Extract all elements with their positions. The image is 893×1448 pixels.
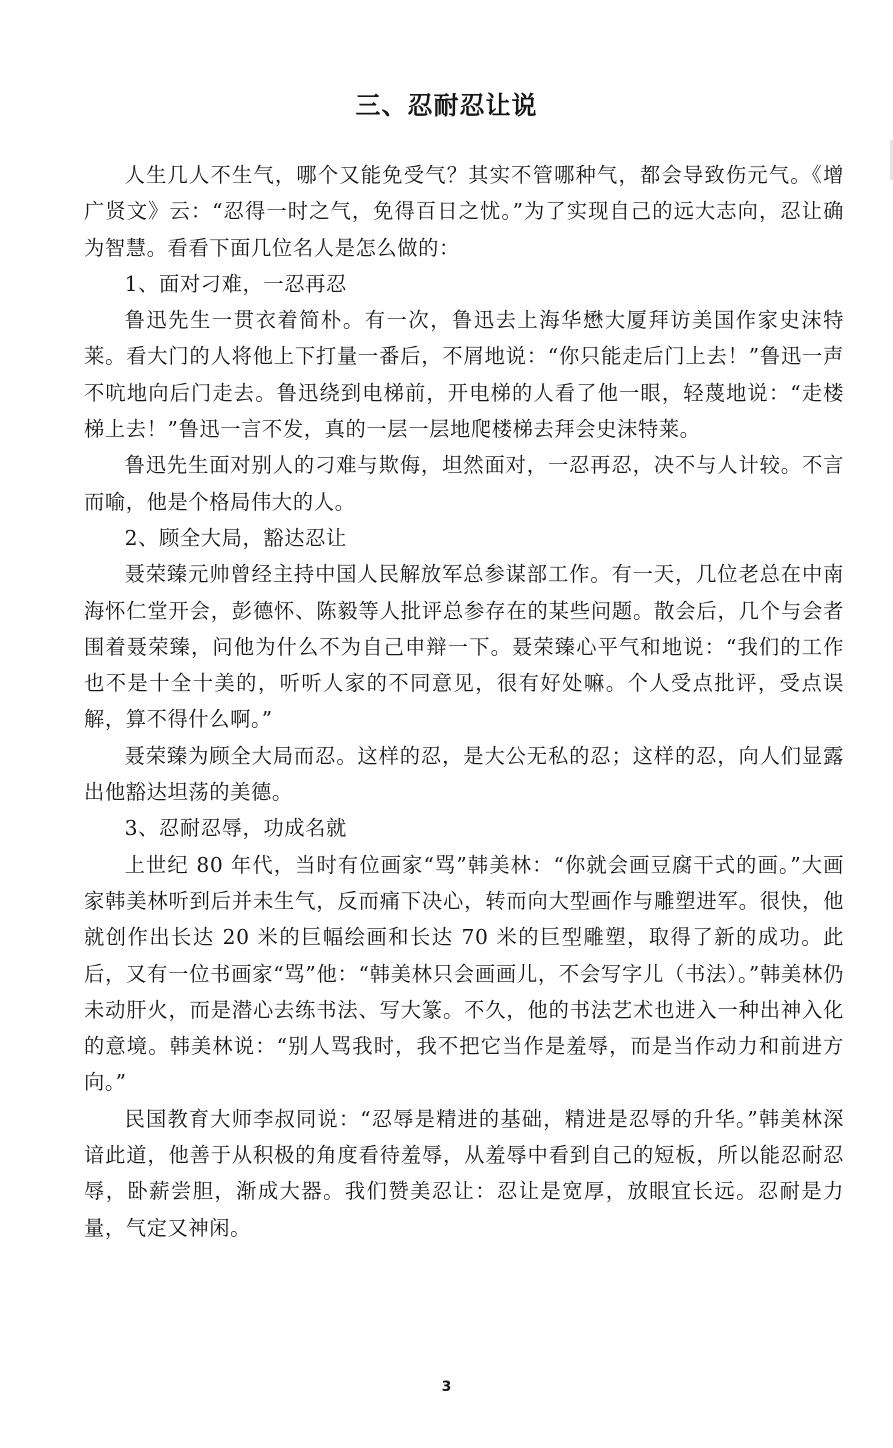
section-1-paragraph-1: 鲁迅先生一贯衣着简朴。有一次，鲁迅去上海华懋大厦拜访美国作家史沫特莱。看大门的人将他上下打量一番后，不屑地说：“你只能走后门上去！”鲁迅一声不吭地向后门走去。鲁迅绕到电梯前，开电梯的人看了他一眼，轻蔑地说：“走楼梯上去！”鲁迅一言不发，真的一层一层地爬楼梯去拜会史沫特莱。: [84, 308, 844, 442]
section-3-paragraph-2: 民国教育大师李叔同说：“忍辱是精进的基础，精进是忍辱的升华。”韩美林深谙此道，他善于从积极的角度看待羞辱，从羞辱中看到自己的短板，所以能忍耐忍辱，卧薪尝胆，渐成大器。我们赞美忍让：忍让是宽厚，放眼宜长远。忍耐是力量，气定又神闲。: [84, 1106, 844, 1240]
section-heading-3: 3、忍耐忍辱，功成名就: [124, 816, 347, 841]
section-2-paragraph-1: 聂荣臻元帅曾经主持中国人民解放军总参谋部工作。有一天，几位老总在中南海怀仁堂开会，彭德怀、陈毅等人批评总参存在的某些问题。散会后，几个与会者围着聂荣臻，问他为什么不为自己申辩一下。聂荣臻心平气和地说：“我们的工作也不是十全十美的，听听人家的不同意见，很有好处嘛。个人受点批评，受点误解，算不得什么啊。”: [84, 562, 844, 732]
body-text: [84, 157, 844, 1246]
section-heading-2: 2、顾全大局，豁达忍让: [124, 525, 347, 550]
section-1-paragraph-2: 鲁迅先生面对别人的刁难与欺侮，坦然面对，一忍再忍，决不与人计较。不言而喻，他是个格局伟大的人。: [84, 453, 844, 514]
page-number: 3: [441, 1379, 452, 1395]
section-2-paragraph-2: 聂荣臻为顾全大局而忍。这样的忍，是大公无私的忍；这样的忍，向人们显露出他豁达坦荡的美德。: [84, 743, 844, 805]
section-heading-1: 1、面对刁难，一忍再忍: [124, 271, 347, 296]
page-title: 三、忍耐忍让说: [355, 91, 538, 120]
section-3-paragraph-1: 上世纪 80 年代，当时有位画家“骂”韩美林：“你就会画豆腐干式的画。”大画家韩美林听到后并未生气，反而痛下决心，转而向大型画作与雕塑进军。很快，他就创作出长达 20 米的巨幅绘画和长达 70 米的巨型雕塑，取得了新的成功。此后，又有一位书画家“骂”他：“韩美林只会画画儿，不会写字儿（书法）。”韩美林仍未动肝火，而是潜心去练书法、写大篆。不久，他的书法艺术也进入一种出神入化的意境。韩美林说：“别人骂我时，我不把它当作是羞辱，而是当作动力和前进方向。”: [84, 852, 844, 1095]
intro-paragraph: 人生几人不生气，哪个又能免受气？其实不管哪种气，都会导致伤元气。《增广贤文》云：“忍得一时之气，免得百日之忧。”为了实现自己的远大志向，忍让确为智慧。看看下面几位名人是怎么做的：: [84, 163, 844, 260]
